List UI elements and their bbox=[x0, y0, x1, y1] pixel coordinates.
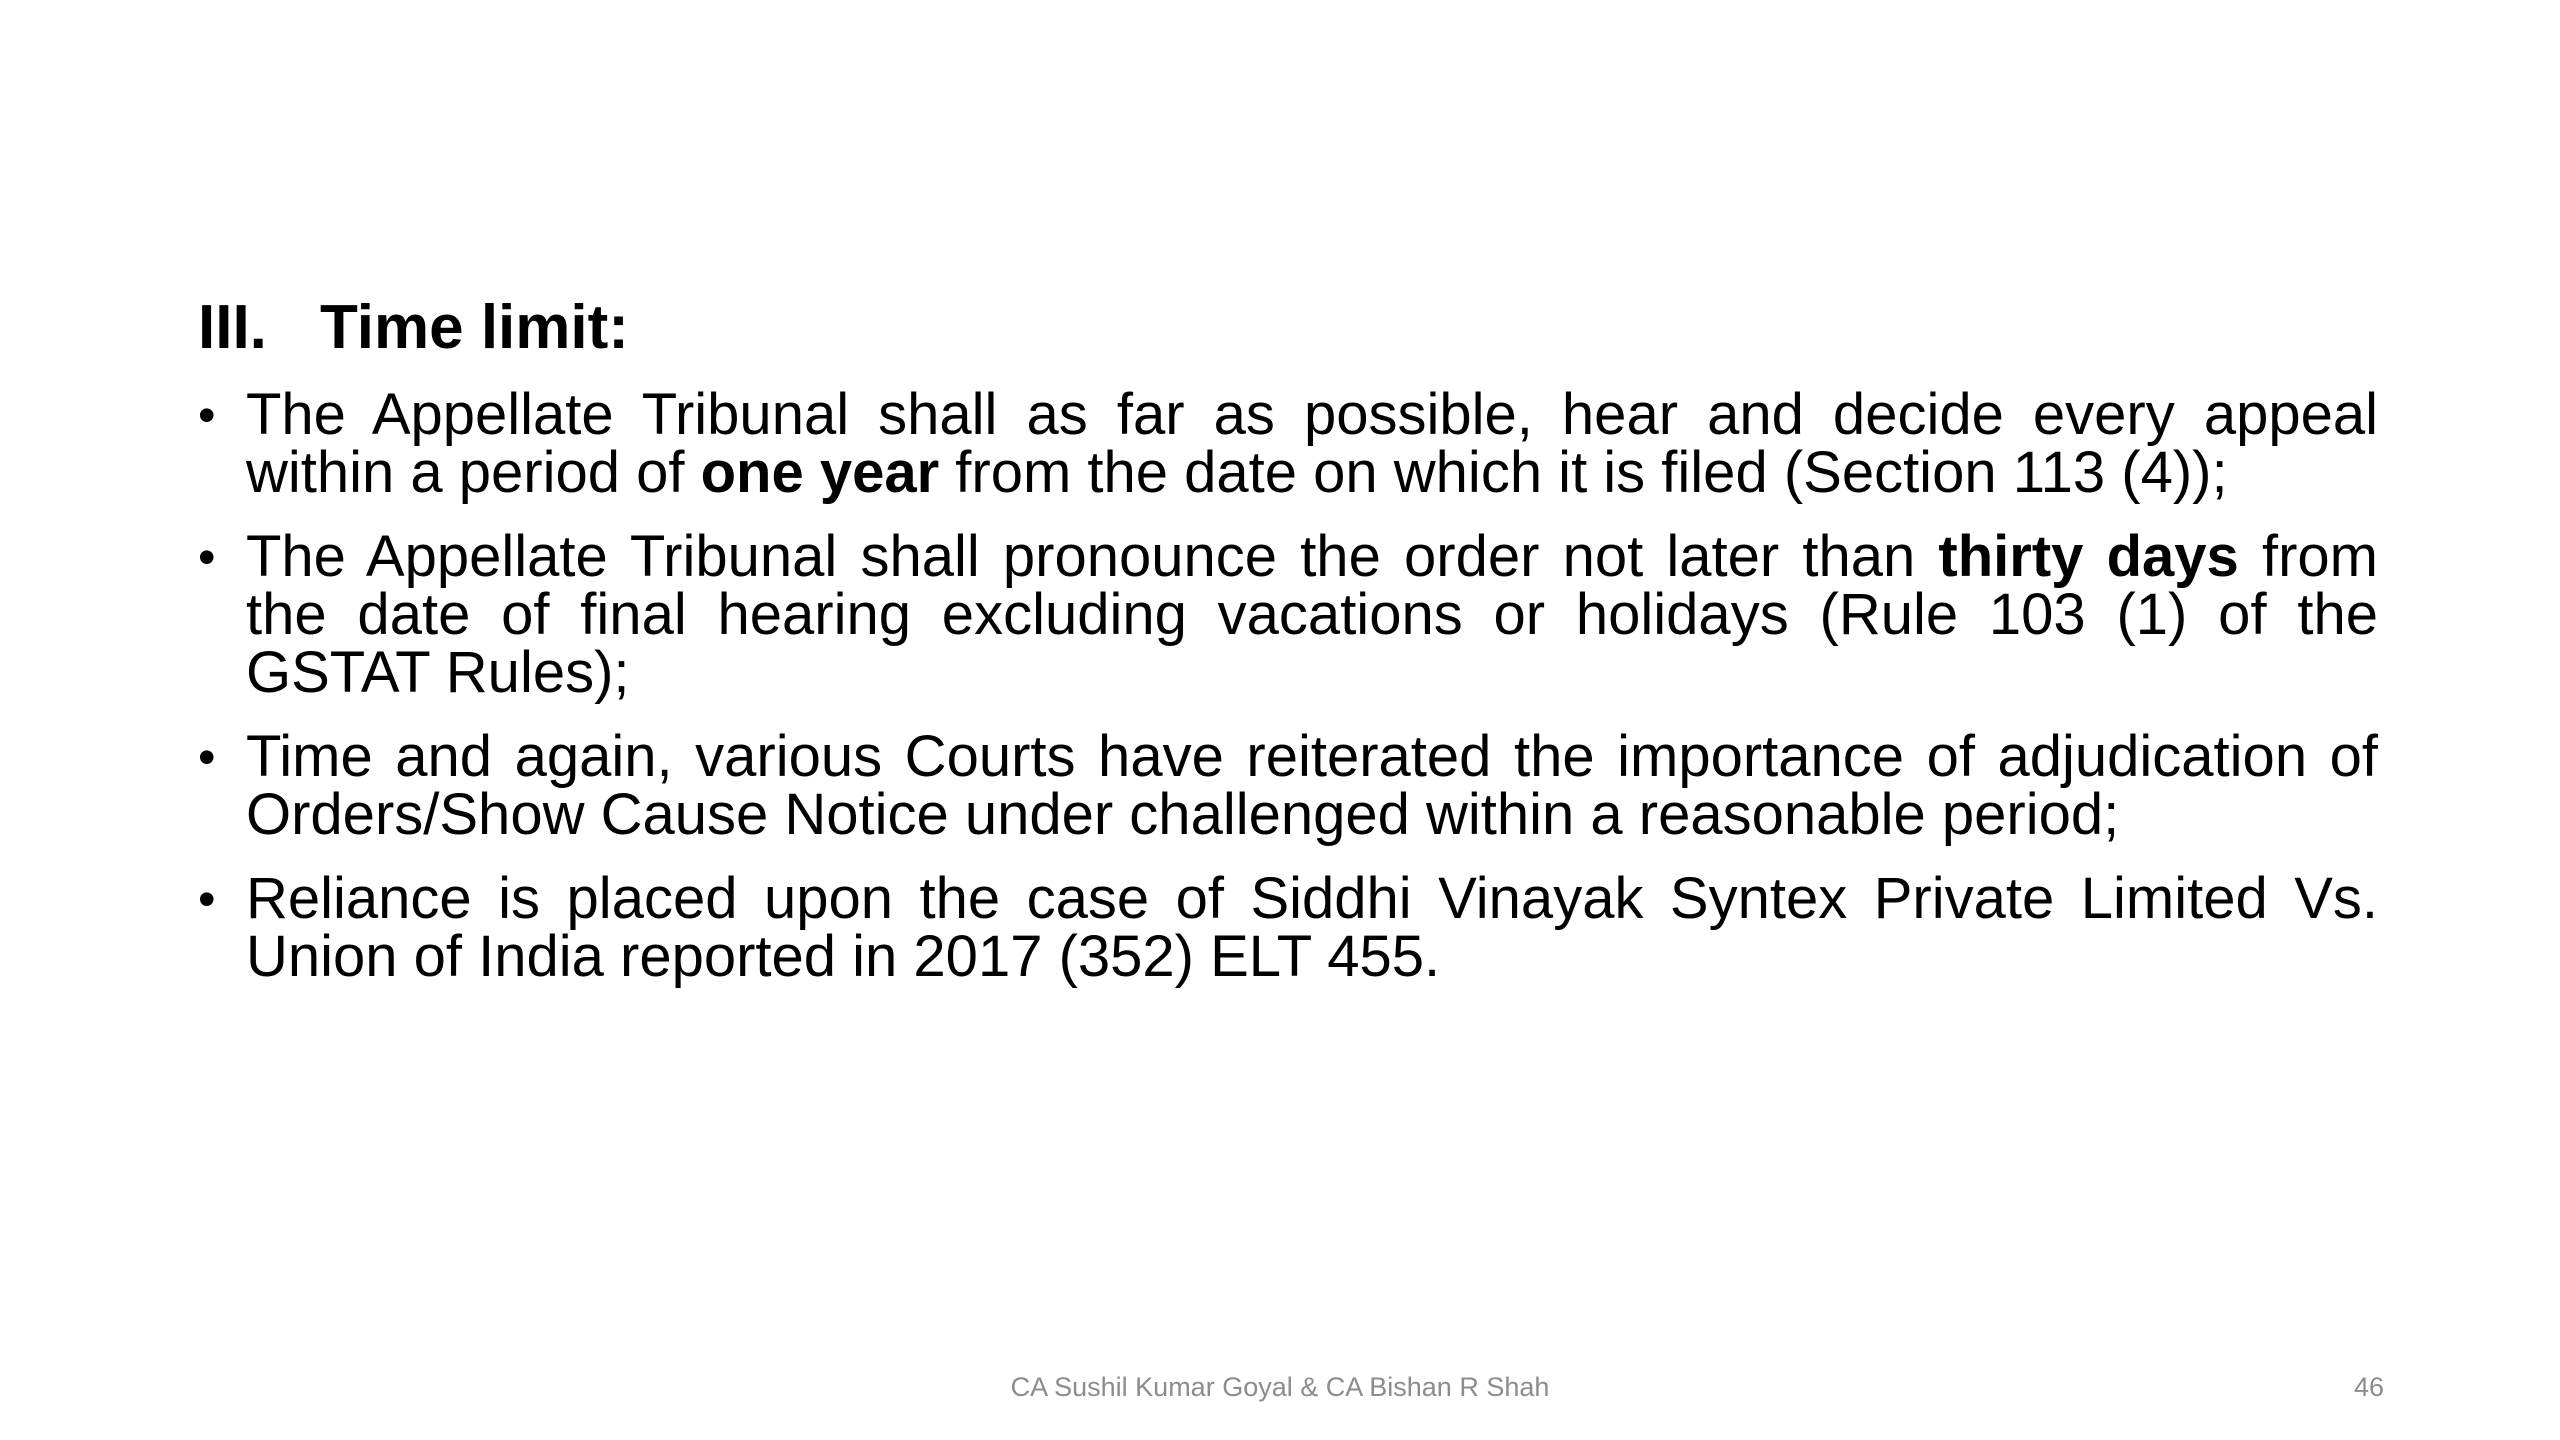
bullet-text bbox=[246, 724, 2378, 847]
bullet-list bbox=[198, 382, 2378, 1012]
footer-authors: CA Sushil Kumar Goyal & CA Bishan R Shah bbox=[1010, 1372, 1550, 1402]
bullet-text-part: The Appellate Tribunal shall as far as possible, hear and decide every appeal within a period of bbox=[246, 382, 2378, 505]
bullet-icon: • bbox=[198, 387, 216, 443]
bullet-icon: • bbox=[198, 529, 216, 585]
page-number: 46 bbox=[2353, 1372, 2384, 1402]
bullet-item bbox=[198, 866, 2378, 989]
section-number: III. bbox=[198, 293, 267, 362]
bullet-text-part: Time and again, various Courts have reiterated the importance of adjudication of Orders/Show Cause Notice under challenged within a reasonable period; bbox=[246, 724, 2378, 847]
bullet-text-bold: thirty days bbox=[1938, 524, 2239, 589]
bullet-text-part: from the date of final hearing excluding vacations or holidays (Rule 103 (1) of the GSTAT Rules); bbox=[246, 524, 2378, 705]
section-heading bbox=[198, 292, 629, 364]
bullet-item bbox=[198, 524, 2378, 705]
bullet-text bbox=[246, 382, 2378, 505]
bullet-item bbox=[198, 724, 2378, 847]
bullet-item bbox=[198, 382, 2378, 505]
bullet-text-bold: one year bbox=[700, 440, 940, 505]
bullet-icon: • bbox=[198, 729, 216, 785]
bullet-text bbox=[246, 524, 2378, 705]
bullet-text-part: from the date on which it is filed (Section 113 (4)); bbox=[939, 440, 2228, 505]
section-title: Time limit: bbox=[320, 293, 629, 362]
bullet-icon: • bbox=[198, 871, 216, 927]
bullet-text-part: Reliance is placed upon the case of Siddhi Vinayak Syntex Private Limited Vs. Union of India reported in 2017 (352) ELT 455. bbox=[246, 866, 2378, 989]
bullet-text bbox=[246, 866, 2378, 989]
bullet-text-part: The Appellate Tribunal shall pronounce the order not later than bbox=[246, 524, 1939, 589]
